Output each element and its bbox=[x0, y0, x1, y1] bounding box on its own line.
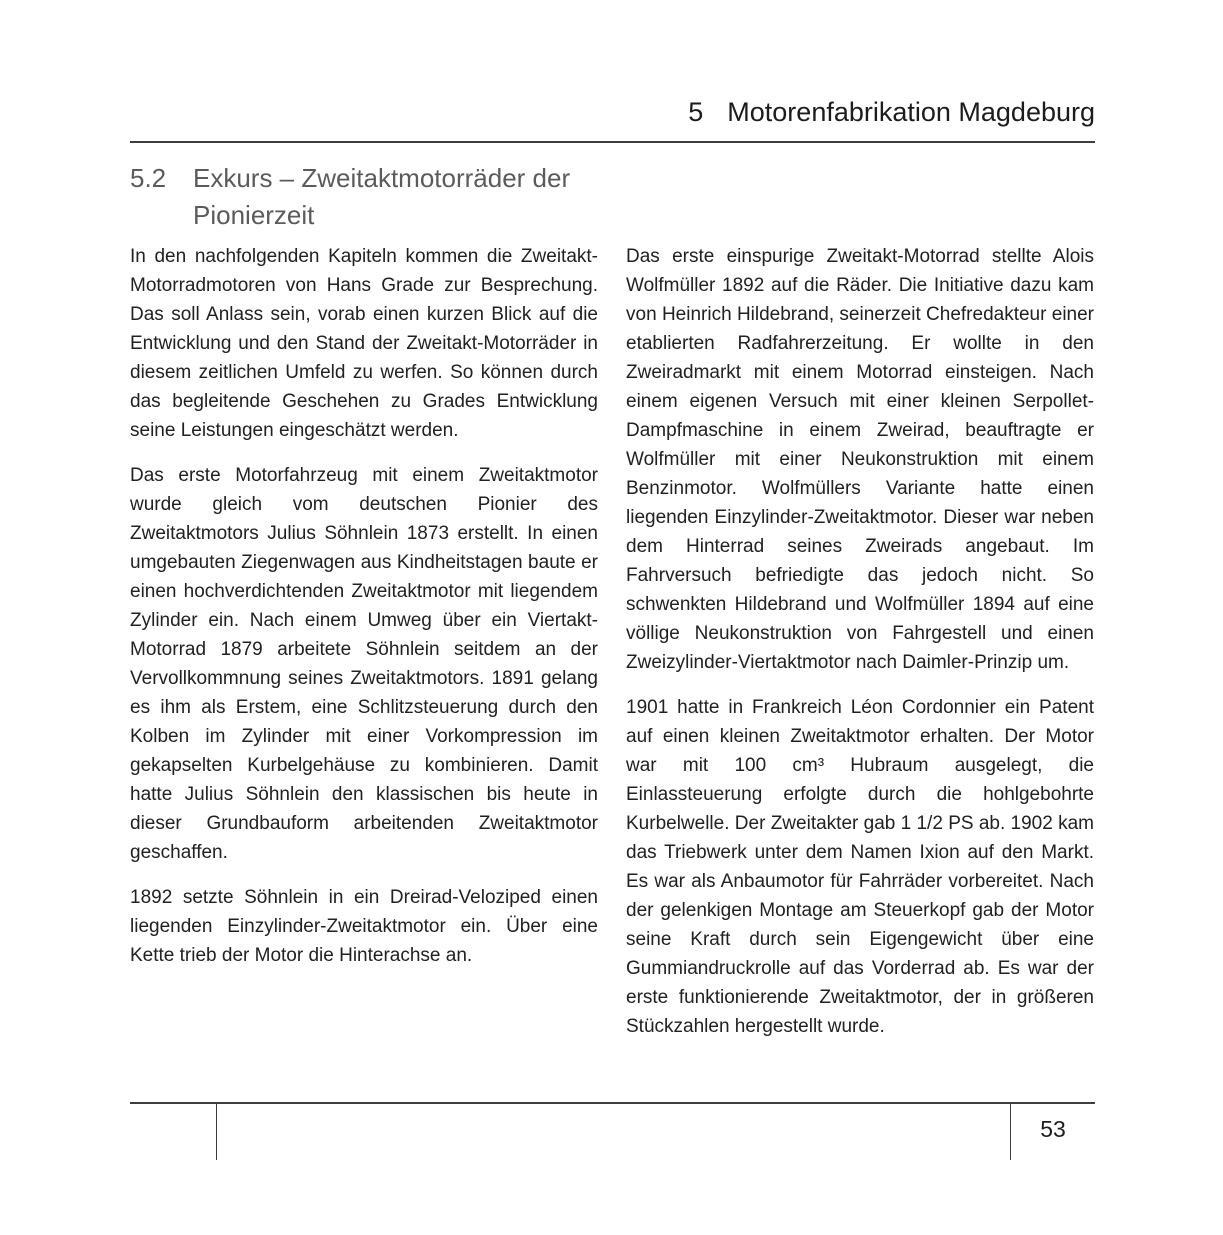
section-heading bbox=[130, 160, 625, 234]
paragraph: In den nachfolgenden Kapiteln kommen die Zweitakt-Motorradmotoren von Hans Grade zur Besprechung. Das soll Anlass sein, vorab einen kurzen Blick auf die Entwicklung und den Stand der Zweitakt-Motorräder in diesem zeitlichen Umfeld zu werfen. So können durch das begleitende Geschehen zu Grades Entwicklung seine Leistungen eingeschätzt werden. bbox=[130, 246, 598, 441]
paragraph: 1901 hatte in Frankreich Léon Cordonnier ein Patent auf einen kleinen Zweitaktmotor erhalten. Der Motor war mit 100 cm³ Hubraum ausgelegt, die Einlassteuerung erfolgte durch die hohlgebohrte Kurbelwelle. Der Zweitakter gab 1 1/2 PS ab. 1902 kam das Triebwerk unter dem Namen Ixion auf den Markt. Es war als Anbaumotor für Fahrräder vorbereitet. Nach der gelenkigen Montage am Steuerkopf gab der Motor seine Kraft durch sein Eigengewicht über eine Gummiandruckrolle auf das Vorderrad ab. Es war der erste funktionierende Zweitaktmotor, der in größeren Stückzahlen hergestellt wurde. bbox=[626, 697, 1094, 1037]
footer-tick-left bbox=[216, 1103, 217, 1160]
chapter-number: 5 bbox=[688, 97, 704, 127]
column-right bbox=[626, 242, 1094, 1057]
section-title: Exkurs – Zweitaktmotorräder der Pionierzeit bbox=[193, 163, 571, 230]
footer-rule bbox=[130, 1102, 1095, 1104]
section-number: 5.2 bbox=[130, 163, 167, 193]
paragraph: Das erste Motorfahrzeug mit einem Zweitaktmotor wurde gleich vom deutschen Pionier des Zweitaktmotors Julius Söhnlein 1873 erstellt. In einen umgebauten Ziegenwagen aus Kindheitstagen baute er einen hochverdichtenden Zweitaktmotor mit liegendem Zylinder ein. Nach einem Umweg über ein Viertakt-Motorrad 1879 arbeitete Söhnlein seitdem an der Vervollkommnung seines Zweitaktmotors. 1891 gelang es ihm als Erstem, eine Schlitzsteuerung durch den Kolben im Zylinder mit einer Vorkompression im gekapselten Kurbelgehäuse zu kombinieren. Damit hatte Julius Söhnlein den klassischen bis heute in dieser Grundbauform arbeitenden Zweitaktmotor geschaffen. bbox=[130, 465, 598, 863]
paragraph: Das erste einspurige Zweitakt-Motorrad stellte Alois Wolfmüller 1892 auf die Räder. Die Initiative dazu kam von Heinrich Hildebrand, seinerzeit Chefredakteur einer etablierten Radfahrerzeitung. Er wollte in den Zweiradmarkt mit einem Motorrad einsteigen. Nach einem eigenen Versuch mit einer kleinen Serpollet-Dampfmaschine in einem Zweirad, beauftragte er Wolfmüller mit einer Neukonstruktion mit einem Benzinmotor. Wolfmüllers Variante hatte einen liegenden Einzylinder-Zweitaktmotor. Dieser war neben dem Hinterrad seines Zweirads angebaut. Im Fahrversuch befriedigte das jedoch nicht. So schwenkten Hildebrand und Wolfmüller 1894 auf eine völlige Neukonstruktion von Fahrgestell und einen Zweizylinder-Viertaktmotor nach Daimler-Prinzip um. bbox=[626, 246, 1094, 673]
text-columns bbox=[130, 242, 1095, 1057]
page-number: 53 bbox=[1040, 1116, 1066, 1142]
running-header bbox=[688, 97, 1095, 127]
header-rule bbox=[130, 141, 1095, 143]
paragraph: 1892 setzte Söhnlein in ein Dreirad-Veloziped einen liegenden Einzylinder-Zweitaktmotor ein. Über eine Kette trieb der Motor die Hinterachse an. bbox=[130, 887, 598, 966]
chapter-title: Motorenfabrikation Magdeburg bbox=[727, 97, 1095, 127]
column-left bbox=[130, 242, 598, 1057]
